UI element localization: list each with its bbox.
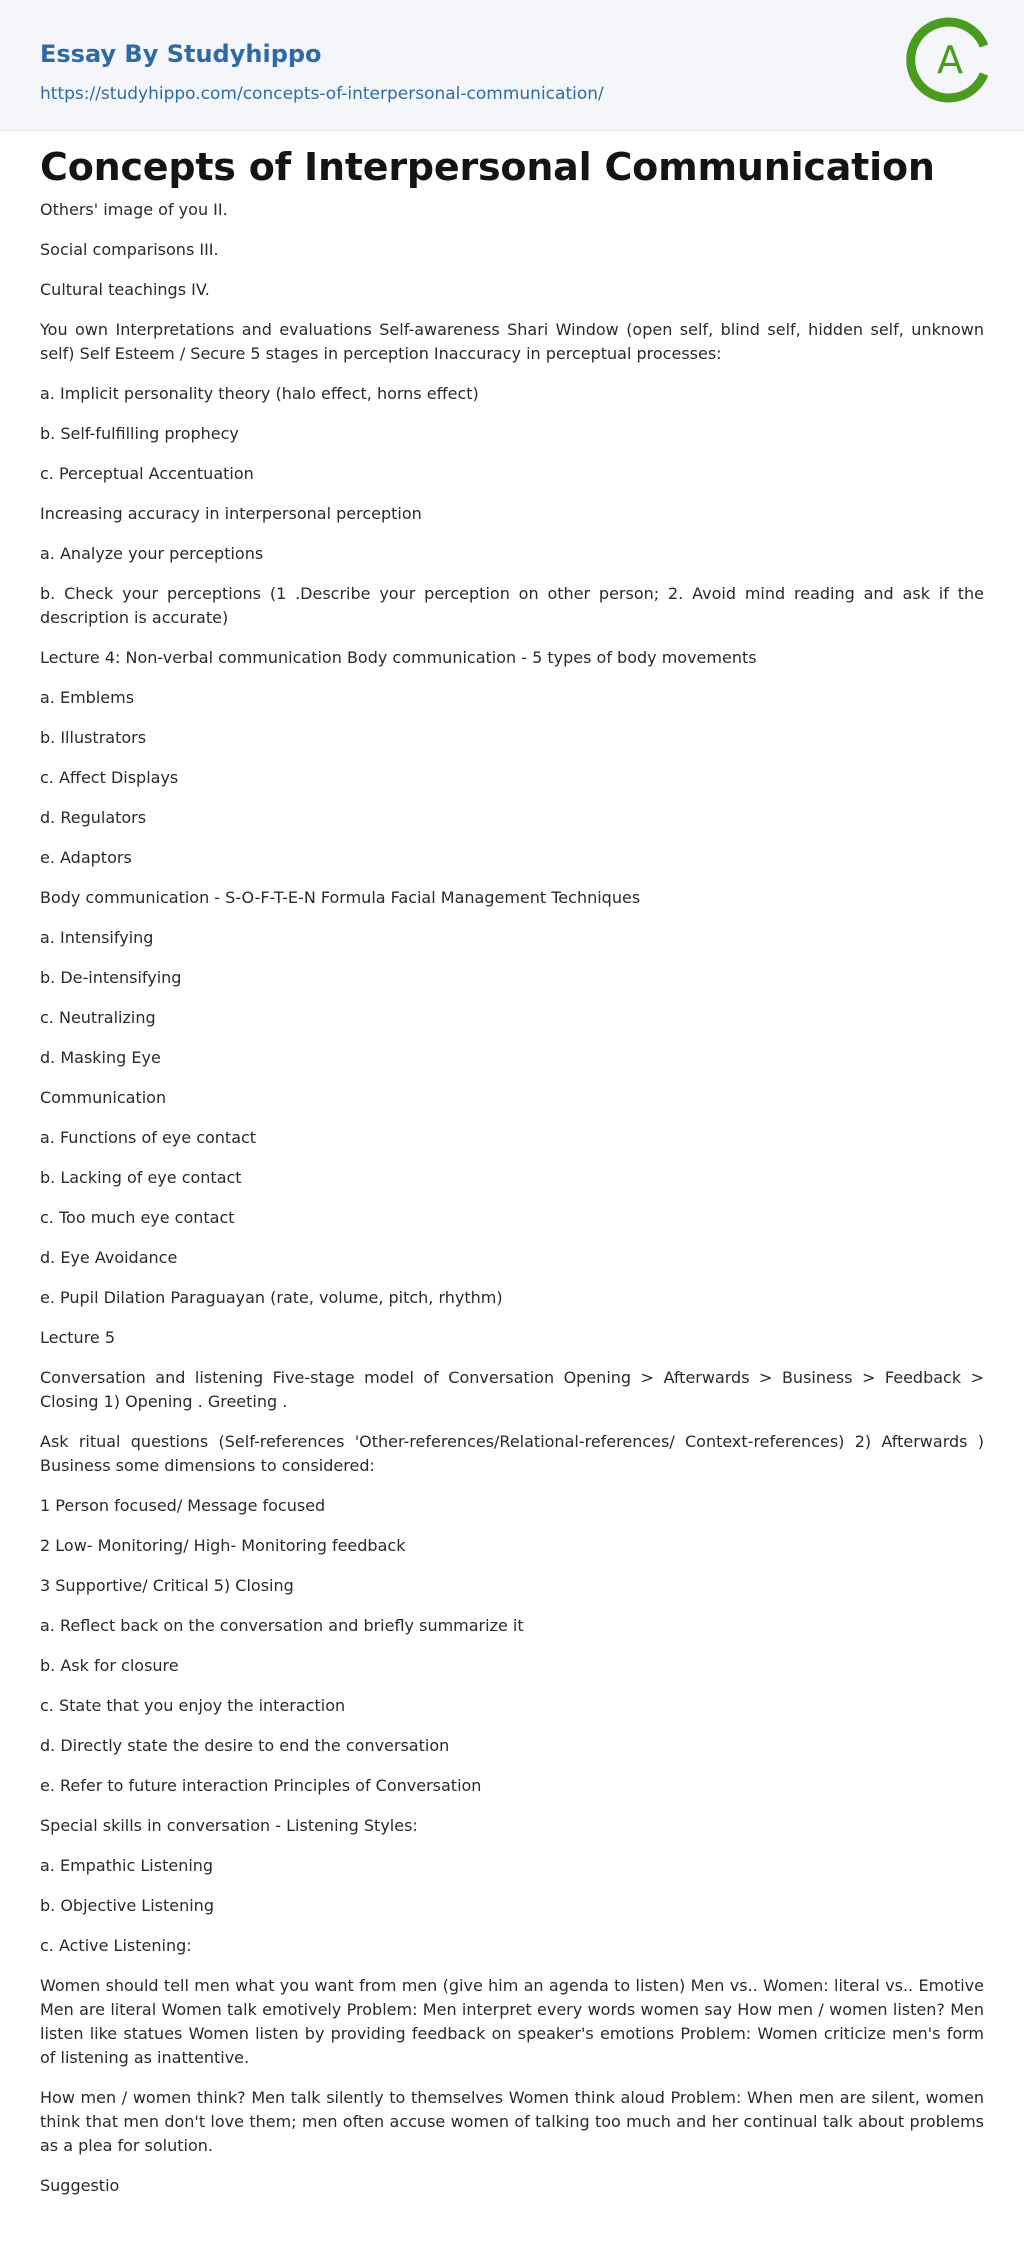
source-url-link[interactable]: https://studyhippo.com/concepts-of-interpersonal-communication/ <box>40 84 604 104</box>
paragraph: d. Regulators <box>40 808 147 827</box>
paragraph: a. Empathic Listening <box>40 1856 214 1875</box>
paragraph: b. De-intensifying <box>40 968 182 987</box>
paragraph: a. Emblems <box>40 688 135 707</box>
paragraph: Others' image of you II. <box>40 200 228 219</box>
paragraph: Conversation and listening Five-stage model of Conversation Opening > Afterwards > Business > Feedback > Closing 1) Opening . Greeting . <box>40 1368 984 1411</box>
paragraph: 3 Supportive/ Critical 5) Closing <box>40 1576 294 1595</box>
paragraph: a. Intensifying <box>40 928 154 947</box>
paragraph: c. State that you enjoy the interaction <box>40 1696 346 1715</box>
paragraph: You own Interpretations and evaluations Self-awareness Shari Window (open self, blind self, hidden self, unknown self) Self Esteem / Secure 5 stages in perception Inaccuracy in perceptual processes: <box>40 320 984 363</box>
paragraph: Suggestio <box>40 2176 120 2195</box>
article <box>0 131 1024 2205</box>
paragraph: d. Eye Avoidance <box>40 1248 178 1267</box>
paragraph: Communication <box>40 1088 167 1107</box>
brand-title: Essay By Studyhippo <box>40 40 322 68</box>
paragraph: Cultural teachings IV. <box>40 280 210 299</box>
paragraph: a. Implicit personality theory (halo effect, horns effect) <box>40 384 479 403</box>
paragraph: Women should tell men what you want from men (give him an agenda to listen) Men vs.. Women: literal vs.. Emotive Men are literal Women talk emotively Problem: Men interpret every words women say How men / women listen? Men listen like statues Women listen by providing feedback on speaker's emotions Problem: Women criticize men's form of listening as inattentive. <box>40 1976 984 2067</box>
paragraph: b. Objective Listening <box>40 1896 214 1915</box>
paragraph: e. Pupil Dilation Paraguayan (rate, volume, pitch, rhythm) <box>40 1288 503 1307</box>
paragraph: c. Neutralizing <box>40 1008 156 1027</box>
page-title: Concepts of Interpersonal Communication <box>40 145 935 189</box>
paragraph: Ask ritual questions (Self-references 'Other-references/Relational-references/ Context-references) 2) Afterwards ) Business some dimensions to considered: <box>40 1432 984 1475</box>
paragraph: a. Reflect back on the conversation and briefly summarize it <box>40 1616 524 1635</box>
paragraph: How men / women think? Men talk silently to themselves Women think aloud Problem: When men are silent, women think that men don't love them; men often accuse women of talking too much and her continual talk about problems as a plea for solution. <box>40 2088 984 2155</box>
site-header <box>0 0 1024 131</box>
paragraph: Lecture 5 <box>40 1328 116 1347</box>
paragraph: Lecture 4: Non-verbal communication Body communication - 5 types of body movements <box>40 648 757 667</box>
paragraph: b. Self-fulfilling prophecy <box>40 424 239 443</box>
paragraph: e. Refer to future interaction Principles of Conversation <box>40 1776 482 1795</box>
paragraph: 1 Person focused/ Message focused <box>40 1496 326 1515</box>
paragraph: d. Masking Eye <box>40 1048 161 1067</box>
paragraph: b. Check your perceptions (1 .Describe your perception on other person; 2. Avoid mind reading and ask if the description is accurate) <box>40 584 984 627</box>
paragraph: c. Too much eye contact <box>40 1208 235 1227</box>
paragraph: d. Directly state the desire to end the conversation <box>40 1736 450 1755</box>
paragraph: b. Lacking of eye contact <box>40 1168 242 1187</box>
paragraph: c. Active Listening: <box>40 1936 192 1955</box>
article-body <box>40 189 984 2205</box>
paragraph: Body communication - S-O-F-T-E-N Formula Facial Management Techniques <box>40 888 641 907</box>
paragraph: c. Affect Displays <box>40 768 179 787</box>
paragraph: e. Adaptors <box>40 848 132 867</box>
paragraph: a. Analyze your perceptions <box>40 544 264 563</box>
paragraph: a. Functions of eye contact <box>40 1128 257 1147</box>
paragraph: Special skills in conversation - Listening Styles: <box>40 1816 418 1835</box>
paragraph: 2 Low- Monitoring/ High- Monitoring feedback <box>40 1536 406 1555</box>
paragraph: c. Perceptual Accentuation <box>40 464 254 483</box>
logo-letter: A <box>937 38 963 82</box>
paragraph: Increasing accuracy in interpersonal perception <box>40 504 422 523</box>
paragraph: b. Illustrators <box>40 728 147 747</box>
paragraph: Social comparisons III. <box>40 240 219 259</box>
paragraph: b. Ask for closure <box>40 1656 179 1675</box>
studyhippo-logo-icon[interactable] <box>906 16 994 104</box>
